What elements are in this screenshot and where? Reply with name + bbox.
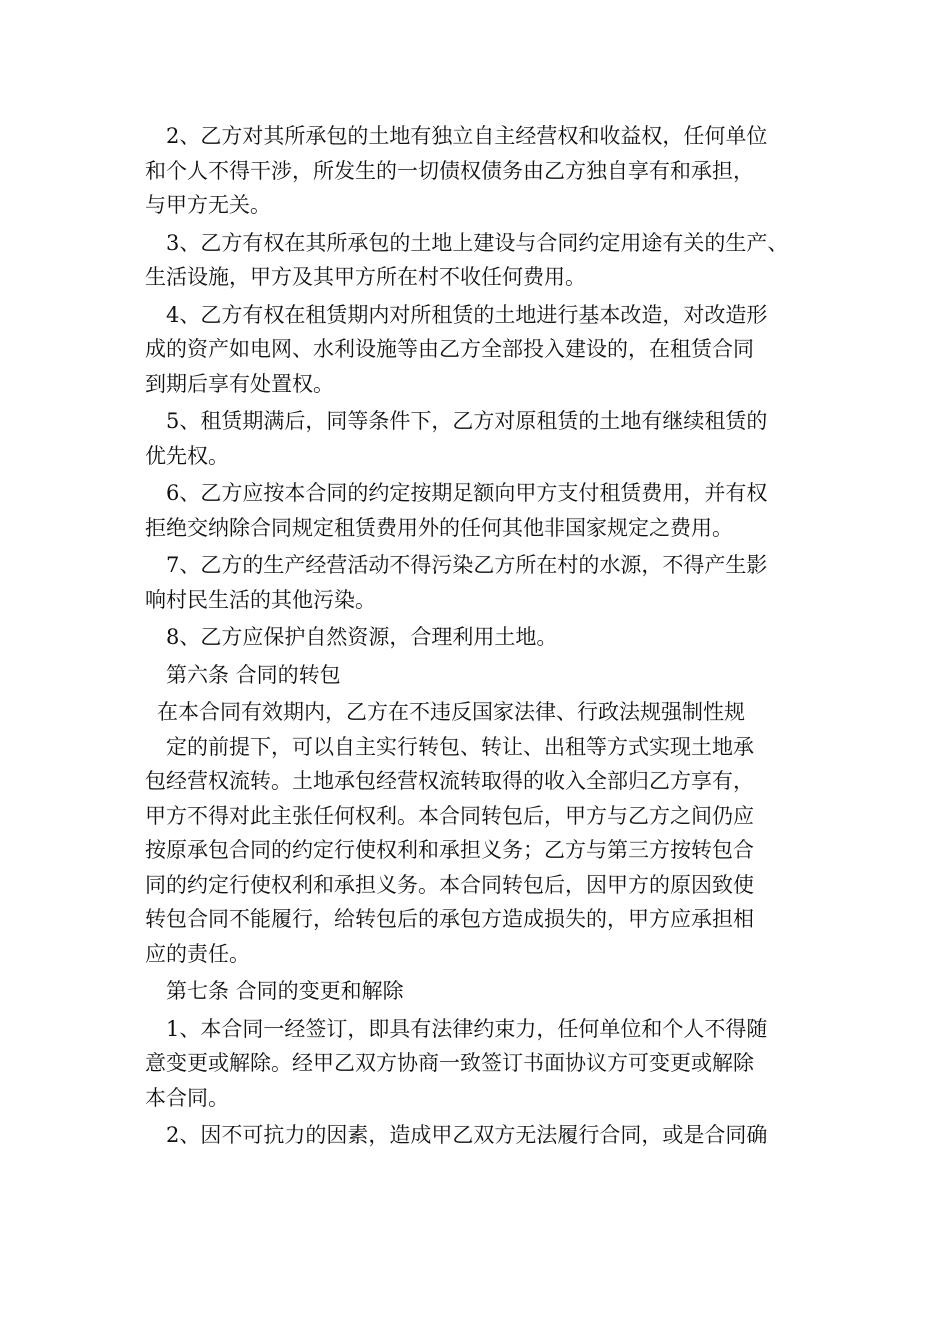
text-line: 7、乙方的生产经营活动不得污染乙方所在村的水源，不得产生影	[166, 553, 768, 577]
text-line: 包经营权流转。土地承包经营权流转取得的收入全部归乙方享有，	[145, 769, 754, 793]
heading-article-6	[145, 658, 835, 693]
text-line: 响村民生活的其他污染。	[145, 587, 376, 612]
text-line: 2、乙方对其所承包的土地有独立自主经营权和收益权，任何单位	[166, 124, 768, 148]
paragraph-clause-5-item-5	[145, 404, 835, 473]
paragraph-clause-7-item-1	[145, 1012, 835, 1116]
text-line: 优先权。	[145, 443, 229, 468]
text-line: 和个人不得干涉，所发生的一切债权债务由乙方独自享有和承担，	[145, 158, 754, 183]
text-line: 到期后享有处置权。	[145, 371, 334, 396]
text-line: 与甲方无关。	[145, 193, 271, 217]
text-line: 按原承包合同的约定行使权利和承担义务；乙方与第三方按转包合	[145, 838, 754, 862]
heading-article-7	[145, 974, 835, 1009]
paragraph-clause-5-item-4	[145, 298, 835, 402]
paragraph-clause-7-item-2	[145, 1118, 835, 1153]
text-line: 转包合同不能履行，给转包后的承包方造成损失的，甲方应承担相	[145, 907, 754, 931]
document-body	[145, 119, 835, 1156]
text-line: 1、本合同一经签订，即具有法律约束力，任何单位和个人不得随	[166, 1016, 768, 1041]
text-line: 生活设施，甲方及其甲方所在村不收任何费用。	[145, 265, 586, 289]
text-line: 同的约定行使权利和承担义务。本合同转包后，因甲方的原因致使	[145, 872, 754, 897]
text-line: 拒绝交纳除合同规定租赁费用外的任何其他非国家规定之费用。	[145, 515, 733, 540]
text-line: 在本合同有效期内，乙方在不违反国家法律、行政法规强制性规	[157, 700, 745, 724]
section-heading: 第七条 合同的变更和解除	[166, 979, 404, 1003]
text-line: 2、因不可抗力的因素，造成甲乙双方无法履行合同，或是合同确	[166, 1123, 768, 1147]
text-line: 3、乙方有权在其所承包的土地上建设与合同约定用途有关的生产、	[166, 230, 789, 255]
text-line: 8、乙方应保护自然资源，合理利用土地。	[166, 625, 558, 649]
paragraph-clause-5-item-6	[145, 476, 835, 545]
paragraph-clause-5-item-3	[145, 226, 835, 295]
paragraph-clause-5-item-2	[145, 119, 835, 223]
text-line: 5、租赁期满后，同等条件下，乙方对原租赁的土地有继续租赁的	[166, 409, 768, 433]
text-line: 甲方不得对此主张任何权利。本合同转包后，甲方与乙方之间仍应	[145, 803, 754, 828]
text-line: 定的前提下，可以自主实行转包、转让、出租等方式实现土地承	[166, 734, 754, 759]
paragraph-article-6-body	[145, 695, 835, 971]
text-line: 本合同。	[145, 1085, 229, 1110]
text-line: 成的资产如电网、水利设施等由乙方全部投入建设的，在租赁合同	[145, 337, 754, 361]
section-heading: 第六条 合同的转包	[166, 662, 341, 687]
text-line: 意变更或解除。经甲乙双方协商一致签订书面协议方可变更或解除	[145, 1051, 754, 1075]
text-line: 6、乙方应按本合同的约定按期足额向甲方支付租赁费用，并有权	[166, 481, 768, 505]
paragraph-clause-5-item-8	[145, 620, 835, 655]
text-line: 应的责任。	[145, 941, 250, 966]
text-line: 4、乙方有权在租赁期内对所租赁的土地进行基本改造，对改造形	[166, 302, 768, 327]
paragraph-clause-5-item-7	[145, 548, 835, 617]
